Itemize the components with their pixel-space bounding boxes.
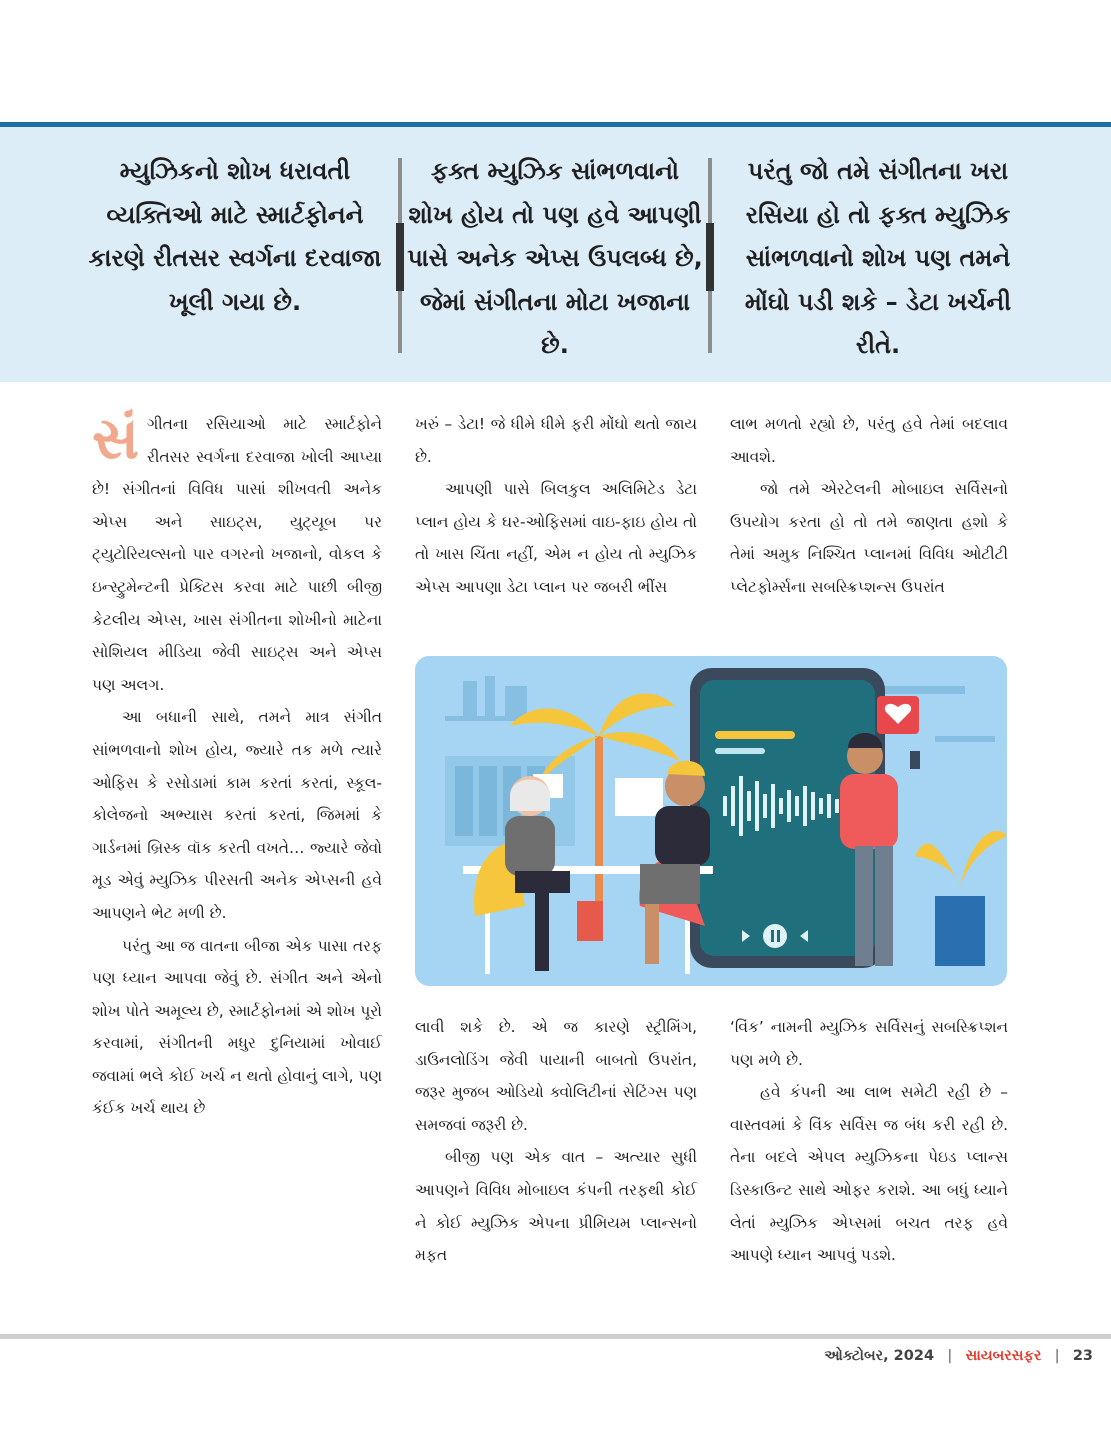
footer-rule xyxy=(0,1334,1111,1339)
paragraph: ‘વિંક’ નામની મ્યુઝિક સર્વિસનું સબસ્ક્રિપ્શન પણ મળે છે. xyxy=(730,1018,1008,1069)
paragraph: ખરું – ડેટા! જે ધીમે ધીમે ફરી મોંઘો થતો જાય છે. xyxy=(415,415,697,466)
music-app-illustration-svg xyxy=(415,656,1007,986)
highlight-divider xyxy=(398,158,402,353)
article-column-3-top xyxy=(730,408,1008,604)
article-column-2-top xyxy=(415,408,697,604)
paragraph: આપણી પાસે બિલકુલ અલિમિટેડ ડેટા પ્લાન હોય કે ઘર-ઓફિસમાં વાઇ-ફાઇ હોય તો તો ખાસ ચિંતા નહીં, એમ ન હોય તો મ્યુઝિક એપ્સ આપણા ડેટા પ્લાન પર જબરી ભીંસ xyxy=(415,480,697,596)
paragraph: આ બધાની સાથે, તમને માત્ર સંગીત સાંભળવાનો શોખ હોય, જ્યારે તક મળે ત્યારે ઓફિસ કે રસોડામાં કામ કરતાં કરતાં, સ્કૂલ-કોલેજનો અભ્યાસ કરતાં કરતાં, જિમમાં કે ગાર્ડનમાં બ્રિસ્ક વૉક કરતી વખતે… જ્યારે જેવો મૂડ એવું મ્યુઝિક પીરસતી અનેક એપ્સની હવે આપણને ભેટ મળી છે. xyxy=(92,708,382,922)
paragraph: પરંતુ આ જ વાતના બીજા એક પાસા તરફ પણ ધ્યાન આપવા જેવું છે. સંગીત અને એનો શોખ પોતે અમૂલ્ય છે, સ્માર્ટફોનમાં એ શોખ પૂરો કરવામાં, સંગીતની મધુર દુનિયામાં ખોવાઈ જવામાં ભલે કોઈ ખર્ચ ન થતો હોવાનું લાગે, પણ કંઈક ખર્ચ થાય છે xyxy=(92,936,382,1118)
footer-separator: | xyxy=(947,1348,953,1364)
article-column-2-bottom xyxy=(415,1011,697,1272)
paragraph: સંગીતના રસિયાઓ માટે સ્માર્ટફોને રીતસર સ્વર્ગના દરવાજા ખોલી આપ્યા છે! સંગીતનાં વિવિધ પાસાં શીખવતી અનેક એપ્સ અને સાઇટ્સ, યુટ્યૂબ પર ટ્યુટોરિયલ્સનો પાર વગરનો ખજાનો, વોકલ કે ઇન્સ્ટ્રુમેન્ટની પ્રેક્ટિસ કરવા માટે પાછી બીજી કેટલીય એપ્સ, ખાસ સંગીતના શોખીનો માટેના સોશિયલ મીડિયા જેવી સાઇટ્સ અને એપ્સ પણ અલગ. xyxy=(92,404,382,694)
footer-separator: | xyxy=(1054,1348,1060,1364)
issue-date: ઓક્ટોબર, 2024 xyxy=(824,1348,935,1364)
highlight-quote-2: ફક્ત મ્યુઝિક સાંભળવાનો શોખ હોય તો પણ હવે આપણી પાસે અનેક એપ્સ ઉપલબ્ધ છે, જેમાં સંગીતના મોટા ખજાના છે. xyxy=(407,157,703,359)
article-column-3-bottom xyxy=(730,1011,1008,1272)
magazine-name: સાયબરસફર xyxy=(965,1348,1042,1364)
article-column-1 xyxy=(92,404,382,1125)
page-number: 23 xyxy=(1072,1348,1093,1364)
paragraph: જો તમે એરટેલની મોબાઇલ સર્વિસનો ઉપયોગ કરતા હો તો તમે જાણતા હશો કે તેમાં અમુક નિશ્ચિત પ્લાનમાં વિવિધ ઓટીટી પ્લેટફોર્મ્સના સબસ્ક્રિપ્શન્સ ઉપરાંત xyxy=(730,480,1008,596)
paragraph: લાભ મળતો રહ્યો છે, પરંતુ હવે તેમાં બદલાવ આવશે. xyxy=(730,415,1008,466)
page-footer xyxy=(824,1348,1093,1364)
highlight-divider xyxy=(708,158,712,353)
paragraph: હવે કંપની આ લાભ સમેટી રહી છે – વાસ્તવમાં કે વિંક સર્વિસ જ બંધ કરી રહી છે. તેના બદલે એપલ મ્યુઝિકના પેઇડ પ્લાન્સ ડિસ્કાઉન્ટ સાથે ઓફર કરાશે. આ બધું ધ્યાને લેતાં મ્યુઝિક એપ્સમાં બચત તરફ હવે આપણે ધ્યાન આપવું પડશે. xyxy=(730,1083,1008,1265)
music-app-illustration xyxy=(415,656,1007,986)
highlight-quote-3: પરંતુ જો તમે સંગીતના ખરા રસિયા હો તો ફક્ત મ્યુઝિક સાંભળવાનો શોખ પણ તમને મોંઘો પડી શકે – ડેટા ખર્ચની રીતે. xyxy=(744,157,1012,359)
paragraph: લાવી શકે છે. એ જ કારણે સ્ટ્રીમિંગ, ડાઉનલોડિંગ જેવી પાયાની બાબતો ઉપરાંત, જરૂર મુજબ ઓડિયો ક્વોલિટીનાં સેટિંગ્સ પણ સમજવાં જરૂરી છે. xyxy=(415,1018,697,1134)
highlight-quote-1: મ્યુઝિકનો શોખ ધરાવતી વ્યક્તિઓ માટે સ્માર્ટફોનને કારણે રીતસર સ્વર્ગના દરવાજા ખૂલી ગયા છે. xyxy=(88,157,382,316)
drop-cap: સં xyxy=(92,404,139,472)
paragraph: બીજી પણ એક વાત – અત્યાર સુધી આપણને વિવિધ મોબાઇલ કંપની તરફથી કોઈ ને કોઈ મ્યુઝિક એપના પ્રીમિયમ પ્લાન્સનો મફત xyxy=(415,1148,697,1265)
